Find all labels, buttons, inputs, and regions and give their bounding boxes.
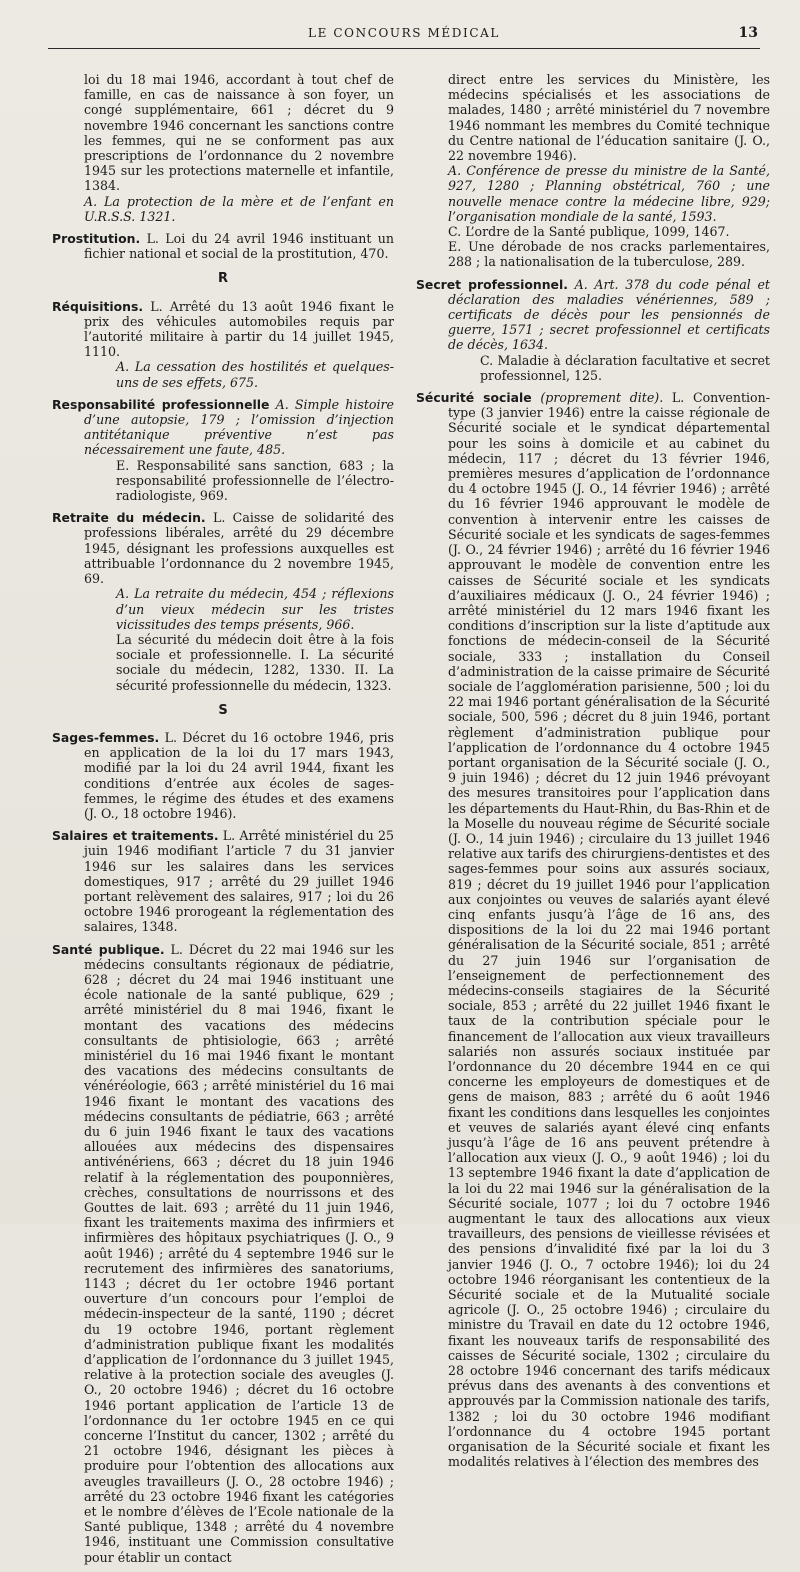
entry-heading: Responsabilité professionnelle — [52, 396, 270, 412]
entry-heading: Sages-femmes. — [52, 729, 160, 745]
section-letter-r: R — [217, 271, 228, 287]
entry-heading: Secret professionnel. — [416, 276, 568, 292]
left-column — [52, 72, 394, 1572]
entry-heading: Retraite du médecin. — [52, 510, 206, 526]
entry-sages-femmes: Sages-femmes. L. Décret du 16 octobre 1946, pris en application de la loi du 17 mars 1943, modifié par la loi du 24 avril 1944, fixant les conditions d’entrée aux écoles de sages-femmes, le régime des études et des examens (J. O., 18 octobre 1946). — [52, 729, 394, 821]
entry-salaires: Salaires et traitements. L. Arrêté ministériel du 25 juin 1946 modifiant l’article 7 du 31 janvier 1946 sur les salaires dans les services domestiques, 917 ; arrêté du 29 juillet 1946 portant relèvement des salaires, 917 ; loi du 26 octobre 1946 prorogeant la réglementation des salaires, 1348. — [52, 828, 394, 935]
entry-retraite: Retraite du médecin. L. Caisse de solidarité des professions libérales, arrêté du 29 décembre 1945, désignant les professions auxquelles est attribuable l’ordonnance du 2 novembre 1945, 69. A. La retraite du médecin, 454 ; réflexions d’un vieux médecin sur les tristes vicissitudes des temps présents, 966. La sécurité du médecin doit être à la fois sociale et professionnelle. I. La sécurité sociale du médecin, 1282, 1330. II. La sécurité professionnelle du médecin, 1323. — [52, 510, 394, 693]
entry-heading: Sécurité sociale — [416, 390, 532, 406]
paragraph-continuation: loi du 18 mai 1946, accordant à tout chef de famille, en cas de naissance à son foyer, un congé supplémentaire, 661 ; décret du 9 novembre 1946 concernant les sanctions contre les femmes, qui ne se conforment pas aux prescriptions de l’ordonnance du 2 novembre 1945 sur les protections maternelle et infantile, 1384. A. La protection de la mère et de l’enfant en U.R.S.S. 1321. — [84, 72, 394, 224]
entry-prostitution: Prostitution. L. Loi du 24 avril 1946 instituant un fichier national et social de la prostitution, 470. — [52, 231, 394, 262]
entry-heading: Santé publique. — [52, 941, 165, 957]
right-column — [416, 72, 770, 1476]
entry-heading: Salaires et traitements. — [52, 828, 219, 844]
entry-heading: Réquisitions. — [52, 298, 144, 314]
entry-securite-sociale: Sécurité sociale (proprement dite). L. Convention-type (3 janvier 1946) entre la caisse régionale de Sécurité sociale et le syndicat départemental pour les soins à domicile et au cabinet du médecin, 117 ; décret du 13 février 1946, premières mesures d’application de l’ordonnance du 4 octobre 1945 (J. O., 14 février 1946) ; arrêté du 16 février 1946 approuvant le modèle de convention à intervenir entre les caisses de Sécurité sociale et les syndicats de sages-femmes (J. O., 24 février 1946) ; arrêté du 16 février 1946 approuvant le modèle de convention entre les caisses de Sécurité sociale et les syndicats d’auxiliaires médicaux (J. O., 24 février 1946) ; arrêté ministériel du 12 mars 1946 fixant les conditions d’inscription sur la liste d’aptitude aux fonctions de médecin-conseil de la Sécurité sociale, 333 ; installation du Conseil d’administration de la caisse primaire de Sécurité sociale de l’agglomération parisienne, 500 ; loi du 22 mai 1946 portant généralisation de la Sécurité sociale, 500, 596 ; décret du 8 juin 1946, portant règlement d’administration publique pour l’application de l’ordonnance du 4 octobre 1945 portant organisation de la Sécurité sociale (J. O., 9 juin 1946) ; décret du 12 juin 1946 prévoyant des mesures transitoires pour l’application dans les départements du Haut-Rhin, du Bas-Rhin et de la Moselle du nouveau régime de Sécurité sociale (J. O., 14 juin 1946) ; circulaire du 13 juillet 1946 relative aux tarifs des chirurgiens-dentistes et des sages-femmes pour soins aux assurés sociaux, 819 ; décret du 19 juillet 1946 pour l’application aux conjointes ou veuves de salariés ayant élevé cinq enfants jusqu’à l’âge de 16 ans, des dispositions de la loi du 22 mai 1946 portant généralisation de la Sécurité sociale, 851 ; arrêté du 27 juin 1946 sur l’organisation de l’enseignement de perfectionnement des médecins-conseils stagiaires de la Sécurité sociale, 853 ; arrêté du 22 juillet 1946 fixant le taux de la contribution spéciale pour le financement de l’allocation aux vieux travailleurs salariés non assurés sociaux instituée par l’ordonnance du 20 décembre 1944 en ce qui concerne les employeurs de domestiques et de gens de maison, 883 ; arrêté du 6 août 1946 fixant les conditions dans lesquelles les conjointes et veuves de salariés ayant élevé cinq enfants jusqu’à l’âge de 16 ans peuvent prétendre à l’allocation aux vieux (J. O., 9 août 1946) ; loi du 13 septembre 1946 fixant la date d’application de la loi du 22 mai 1946 sur la généralisation de la Sécurité sociale, 1077 ; loi du 7 octobre 1946 augmentant le taux des allocations aux vieux travailleurs, des pensions de vieillesse révisées et des pensions d’invalidité fixé par la loi du 3 janvier 1946 (J. O., 7 octobre 1946); loi du 24 octobre 1946 réorganisant les contentieux de la Sécurité sociale et de la Mutualité sociale agricole (J. O., 25 octobre 1946) ; circulaire du ministre du Travail en date du 12 octobre 1946, fixant les nouveaux tarifs de responsabilité des caisses de Sécurité sociale, 1302 ; circulaire du 28 octobre 1946 concernant des tarifs médicaux prévus dans des avenants à des conventions et approuvés par la Commission nationale des tarifs, 1382 ; loi du 30 octobre 1946 modifiant l’ordonnance du 4 octobre 1945 portant organisation de la Sécurité sociale et fixant les modalités relatives à l’élection des membres des — [416, 390, 770, 1470]
page-number: 13 — [738, 25, 758, 41]
entry-requisitions: Réquisitions. L. Arrêté du 13 août 1946 fixant le prix des véhicules automobiles requis par l’autorité militaire à partir du 14 juillet 1945, 1110. A. La cessation des hostilités et quelques-uns de ses effets, 675. — [52, 298, 394, 390]
paragraph-continuation: direct entre les services du Ministère, les médecins spécialisés et les associations de malades, 1480 ; arrêté ministériel du 7 novembre 1946 nommant les membres du Comité technique du Centre national de l’éducation sanitaire (J. O., 22 novembre 1946). A. Conférence de presse du ministre de la Santé, 927, 1280 ; Planning obstétrical, 760 ; une nouvelle menace contre la médecine libre, 929; l’organisation mondiale de la santé, 1593. C. L’ordre de la Santé publique, 1099, 1467. E. Une dérobade de nos cracks parlementaires, 288 ; la nationalisation de la tuberculose, 289. — [448, 72, 770, 270]
entry-secret-professionnel: Secret professionnel. A. Art. 378 du code pénal et déclaration des maladies vénériennes, 589 ; certificats de décès pour les pensionnés de guerre, 1571 ; secret professionnel et certificats de décès, 1634. C. Maladie à déclaration facultative et secret professionnel, 125. — [416, 276, 770, 383]
journal-title: LE CONCOURS MÉDICAL — [308, 26, 500, 40]
entry-responsabilite: Responsabilité professionnelle A. Simple histoire d’une autopsie, 179 ; l’omission d’injection antitétanique préventive n’est pas nécessairement une faute, 485. E. Responsabilité sans sanction, 683 ; la responsabilité professionnelle de l’électro-radiologiste, 969. — [52, 396, 394, 504]
entry-heading: Prostitution. — [52, 231, 141, 247]
running-header — [48, 24, 760, 49]
entry-sante-publique: Santé publique. L. Décret du 22 mai 1946 sur les médecins consultants régionaux de pédiatrie, 628 ; décret du 24 mai 1946 instituant une école nationale de la santé publique, 629 ; arrêté ministériel du 8 mai 1946, fixant le montant des vacations des médecins consultants de phtisiologie, 663 ; arrêté ministériel du 16 mai 1946 fixant le montant des vacations des médecins consultants de vénéréologie, 663 ; arrêté ministériel du 16 mai 1946 fixant le montant des vacations des médecins consultants de pédiatrie, 663 ; arrêté du 6 juin 1946 fixant le taux des vacations allouées aux médecins des dispensaires antivénériens, 663 ; décret du 18 juin 1946 relatif à la réglementation des pouponnières, crèches, consultations de nourrissons et des Gouttes de lait. 693 ; arrêté du 11 juin 1946, fixant les traitements maxima des infirmiers et infirmières des hôpitaux psychiatriques (J. O., 9 août 1946) ; arrêté du 4 septembre 1946 sur le recrutement des infirmières des sanatoriums, 1143 ; décret du 1er octobre 1946 portant ouverture d’un concours pour l’emploi de médecin-inspecteur de la santé, 1190 ; décret du 19 octobre 1946, portant règlement d’administration publique fixant les modalités d’application de l’ordonnance du 3 juillet 1945, relative à la protection sociale des aveugles (J. O., 20 octobre 1946) ; décret du 16 octobre 1946 portant application de l’article 13 de l’ordonnance du 1er octobre 1945 en ce qui concerne l’Institut du cancer, 1302 ; arrêté du 21 octobre 1946, désignant les pièces à produire pour l’obtention des allocations aux aveugles travailleurs (J. O., 28 octobre 1946) ; arrêté du 23 octobre 1946 fixant les catégories et le nombre d’élèves de l’Ecole nationale de la Santé publique, 1348 ; arrêté du 4 novembre 1946, instituant une Commission consultative pour établir un contact — [52, 941, 394, 1565]
section-letter-s: S — [218, 702, 228, 718]
